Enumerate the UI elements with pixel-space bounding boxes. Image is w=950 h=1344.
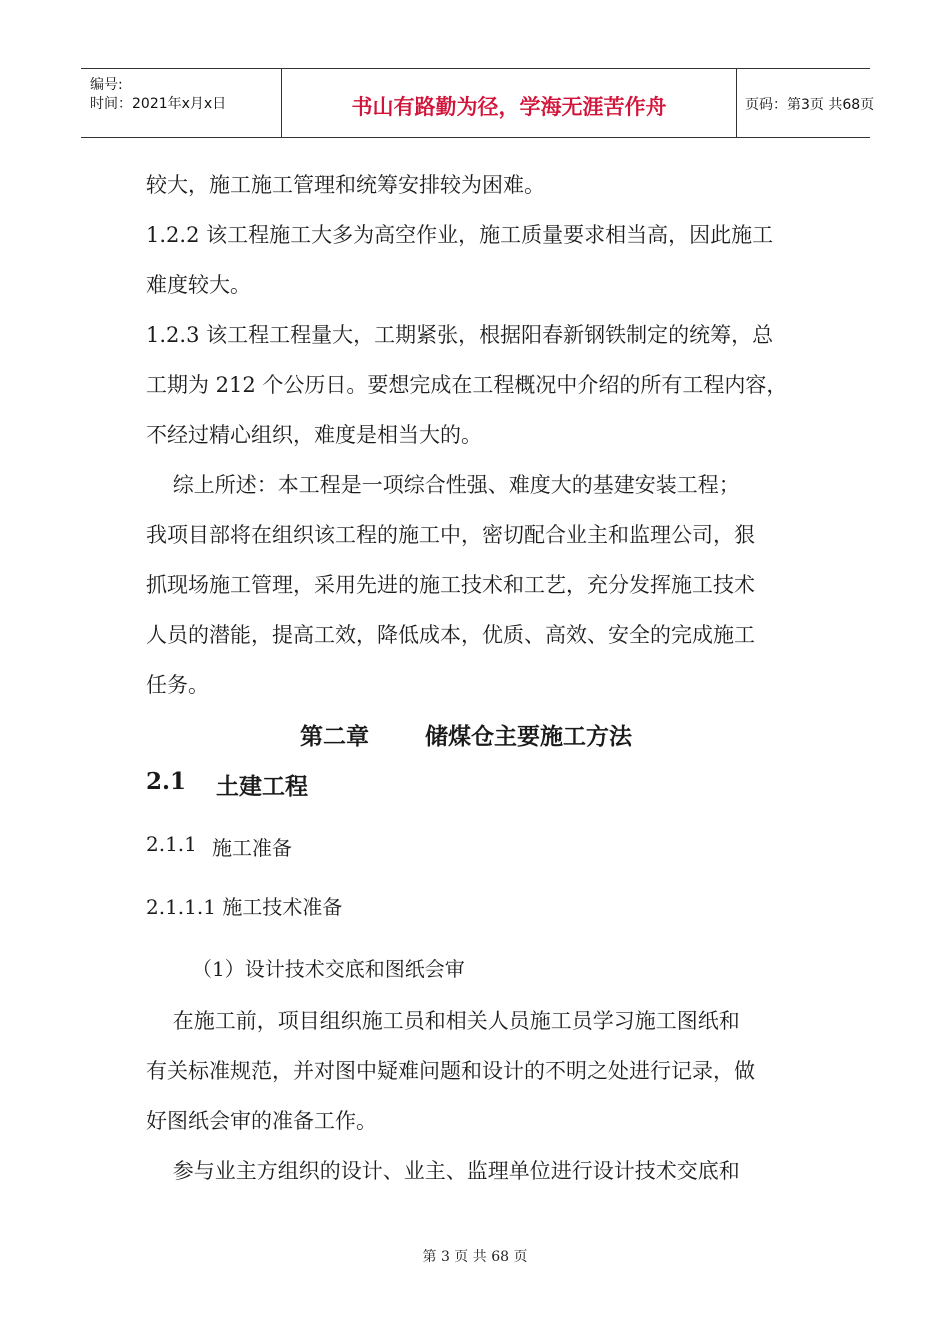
body-line: 在施工前，项目组织施工员和相关人员施工员学习施工图纸和 [146,1009,740,1033]
section-number: 2.1 [146,768,187,795]
body-line: 我项目部将在组织该工程的施工中，密切配合业主和监理公司，狠 [146,523,755,547]
body-line: 工期为 212 个公历日。要想完成在工程概况中介绍的所有工程内容， [146,373,788,397]
body-line: 不经过精心组织，难度是相当大的。 [146,423,482,447]
subsubsection-heading: 2.1.1.1 施工技术准备 [146,895,343,919]
body-line: 有关标准规范，并对图中疑难问题和设计的不明之处进行记录，做 [146,1059,755,1083]
header-page-info: 页码：第3页 共68页 [745,97,875,113]
subsection-number: 2.1.1 [146,832,197,856]
body-line: 任务。 [146,673,209,697]
body-line: 较大，施工施工管理和统筹安排较为困难。 [146,173,545,197]
body-line: 人员的潜能，提高工效，降低成本，优质、高效、安全的完成施工 [146,623,755,647]
document-header [81,68,875,138]
document-number-label: 编号: [90,77,123,93]
chapter-number: 第二章 [300,723,369,750]
list-item: （1）设计技术交底和图纸会审 [192,957,465,981]
body-line: 好图纸会审的准备工作。 [146,1109,377,1133]
document-time-label: 时间：2021年x月x日 [90,96,227,112]
body-line: 抓现场施工管理，采用先进的施工技术和工艺，充分发挥施工技术 [146,573,755,597]
header-motto: 书山有路勤为径，学海无涯苦作舟 [351,95,667,119]
header-meta-cell [81,69,281,137]
body-line: 1.2.3 该工程工程量大，工期紧张，根据阳春新钢铁制定的统筹，总 [146,323,774,347]
body-line: 难度较大。 [146,273,251,297]
subsection-title: 施工准备 [212,836,292,860]
header-page-cell [736,69,875,137]
body-line: 参与业主方组织的设计、业主、监理单位进行设计技术交底和 [146,1159,740,1183]
section-title: 土建工程 [216,773,308,800]
header-motto-cell [281,69,737,137]
page-footer: 第 3 页 共 68 页 [422,1249,528,1265]
chapter-title: 储煤仓主要施工方法 [425,723,632,750]
body-line: 1.2.2 该工程施工大多为高空作业，施工质量要求相当高，因此施工 [146,223,774,247]
body-line: 综上所述：本工程是一项综合性强、难度大的基建安装工程； [146,473,740,497]
